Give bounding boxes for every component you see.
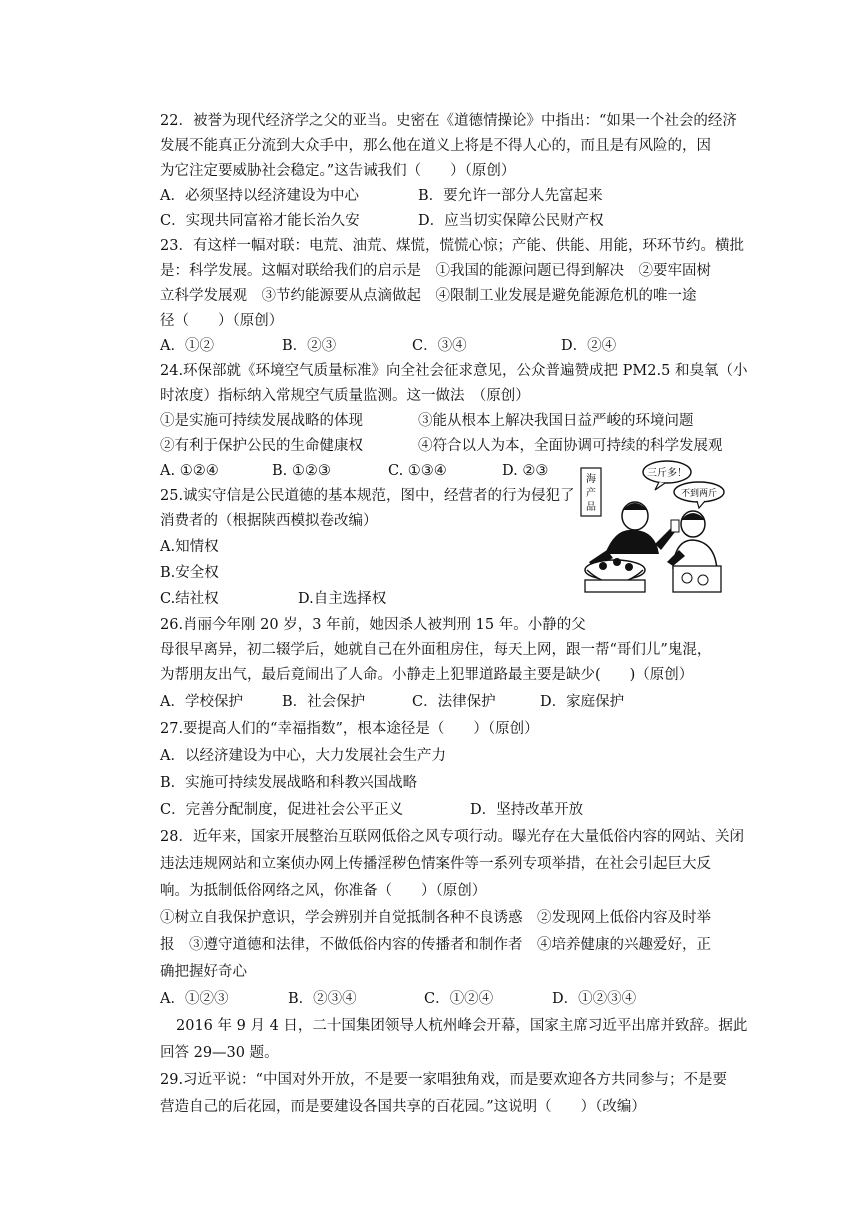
- text-line: ①树立自我保护意识，学会辨别并自觉抵制各种不良诱惑 ②发现网上低俗内容及时举: [160, 910, 711, 926]
- text-line: 违法违规网站和立案侦办网上传播淫秽色情案件等一系列专项举措，在社会引起巨大反: [160, 856, 711, 872]
- cartoon-illustration: [575, 458, 725, 596]
- text-line: B．实施可持续发展战略和科教兴国战略: [160, 775, 418, 791]
- text-line: 28．近年来，国家开展整治互联网低俗之风专项行动。曝光存在大量低俗内容的网站、关闭: [160, 829, 744, 845]
- text-line: 为它注定要威胁社会稳定。”这告诫我们（ ）（原创）: [160, 163, 516, 179]
- text-line: 报 ③遵守道德和法律，不做低俗内容的传播者和制作者 ④培养健康的兴趣爱好，正: [160, 937, 711, 953]
- text-line: C．①②④: [424, 991, 494, 1007]
- text-line: D. ②③: [502, 463, 549, 479]
- text-line: 24.环保部就《环境空气质量标准》向全社会征求意见，公众普遍赞成把 PM2.5 和臭氧（小: [160, 363, 748, 379]
- text-line: C. ①③④: [388, 463, 447, 479]
- text-line: ①是实施可持续发展战略的体现: [160, 413, 363, 429]
- text-line: 2016 年 9 月 4 日，二十国集团领导人杭州峰会开幕，国家主席习近平出席并致辞。据此: [176, 1018, 748, 1034]
- text-line: D．家庭保护: [540, 694, 625, 710]
- text-line: 时浓度）指标纳入常规空气质量监测。这一做法 （原创）: [160, 388, 530, 404]
- text-line: 径（ ）（原创）: [160, 313, 284, 329]
- text-line: C．完善分配制度，促进社会公平正义: [160, 802, 404, 818]
- text-line: 25.诚实守信是公民道德的基本规范，图中，经营者的行为侵犯了: [160, 488, 575, 504]
- text-line: B．②③④: [288, 991, 357, 1007]
- text-line: 母很早离异，初二辍学后，她就自己在外面租房住，每天上网，跟一帮“哥们儿”鬼混，: [160, 642, 712, 658]
- text-line: B．②③: [282, 338, 337, 354]
- text-line: 29.习近平说：“中国对外开放，不是要一家唱独角戏，而是要欢迎各方共同参与；不是要: [160, 1072, 727, 1088]
- text-line: A．必须坚持以经济建设为中心: [160, 188, 359, 204]
- text-line: 响。为抵制低俗网络之风，你准备（ ）（原创）: [160, 883, 487, 899]
- text-line: A．①②③: [160, 991, 229, 1007]
- text-line: 消费者的（根据陕西模拟卷改编）: [160, 513, 378, 529]
- seller-figure: [589, 502, 679, 568]
- text-line: B. ①②③: [272, 463, 331, 479]
- text-line: ④符合以人为本，全面协调可持续的科学发展观: [418, 438, 723, 454]
- text-line: A.知情权: [160, 539, 219, 555]
- text-line: A．①②: [160, 338, 214, 354]
- text-line: 发展不能真正分流到大众手中，那么他在道义上将是不得人心的，而且是有风险的，因: [160, 138, 711, 154]
- text-line: D．应当切实保障公民财产权: [418, 213, 604, 229]
- text-line: C．③④: [412, 338, 467, 354]
- text-line: 为帮朋友出气，最后竟闹出了人命。小静走上犯罪道路最主要是缺少( )（原创）: [160, 667, 694, 683]
- text-line: B.安全权: [160, 565, 219, 581]
- text-line: B．社会保护: [282, 694, 366, 710]
- text-line: 23．有这样一幅对联：电荒、油荒、煤慌，慌慌心惊；产能、供能、用能，环环节约。横批: [160, 238, 744, 254]
- text-line: 立科学发展观 ③节约能源要从点滴做起 ④限制工业发展是避免能源危机的唯一途: [160, 288, 697, 304]
- text-line: C．实现共同富裕才能长治久安: [160, 213, 360, 229]
- text-line: C．法律保护: [412, 694, 496, 710]
- sign-text-2: 产: [586, 488, 596, 499]
- text-line: D．坚持改革开放: [470, 802, 584, 818]
- text-line: D.自主选择权: [298, 591, 387, 607]
- bubble-1-text: 三斤多！: [647, 468, 687, 479]
- text-line: C.结社权: [160, 591, 219, 607]
- text-line: 营造自己的后花园，而是要建设各国共享的百花园。”这说明（ ）（改编）: [160, 1099, 646, 1115]
- text-line: A. ①②④: [160, 463, 219, 479]
- text-line: 26.肖丽今年刚 20 岁，3 年前，她因杀人被判刑 15 年。小静的父: [160, 617, 586, 633]
- text-line: A．以经济建设为中心，大力发展社会生产力: [160, 748, 446, 764]
- scale-basket: [585, 558, 645, 592]
- text-line: A．学校保护: [160, 694, 243, 710]
- text-line: D．①②③④: [552, 991, 637, 1007]
- text-line: ②有利于保护公民的生命健康权: [160, 438, 363, 454]
- text-line: 是：科学发展。这幅对联给我们的启示是 ①我国的能源问题已得到解决 ②要牢固树: [160, 263, 711, 279]
- text-line: 22．被誉为现代经济学之父的亚当。史密在《道德情操论》中指出：“如果一个社会的经济: [160, 113, 737, 129]
- sign-text-3: 品: [586, 502, 596, 513]
- text-line: B．要允许一部分人先富起来: [418, 188, 603, 204]
- text-line: 27.要提高人们的“幸福指数”，根本途径是（ ）（原创）: [160, 721, 539, 737]
- bubble-2-text: 不到两斤: [680, 489, 718, 499]
- text-line: 确把握好奇心: [160, 964, 247, 980]
- sign-text-1: 海: [586, 474, 596, 485]
- text-line: D．②④: [561, 338, 617, 354]
- text-line: ③能从根本上解决我国日益严峻的环境问题: [418, 413, 694, 429]
- text-line: 回答 29—30 题。: [160, 1045, 279, 1061]
